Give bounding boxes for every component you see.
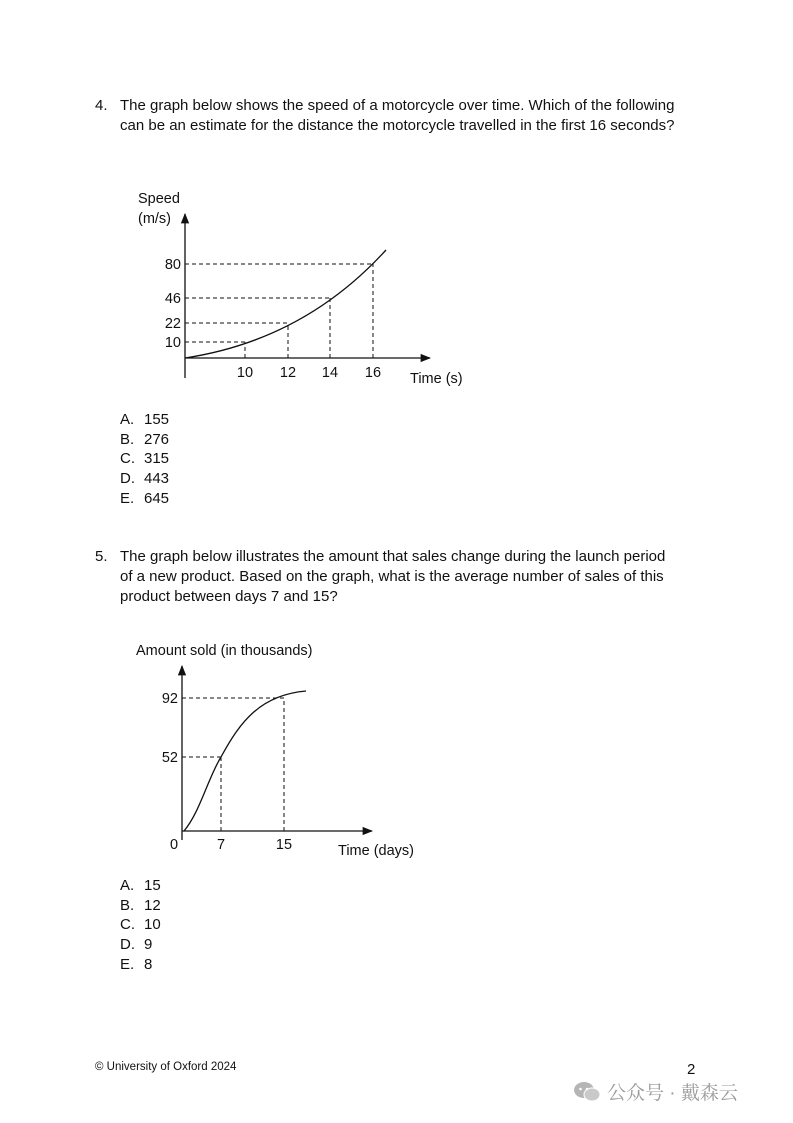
option-e[interactable] xyxy=(120,955,161,975)
speed-chart-xlabel: Time (s) xyxy=(410,371,463,387)
question-5-line-1: The graph below illustrates the amount that sales change during the launch period xyxy=(120,548,666,565)
question-4-line-2: can be an estimate for the distance the motorcycle travelled in the first 16 seconds? xyxy=(120,117,675,134)
option-value: 15 xyxy=(144,877,161,894)
option-label: C. xyxy=(120,916,135,934)
y-tick-80: 80 xyxy=(164,257,181,273)
y-tick-22: 22 xyxy=(164,316,181,332)
sales-guides xyxy=(182,698,284,831)
sales-curve xyxy=(184,691,306,831)
x-tick-15: 15 xyxy=(275,837,293,853)
option-value: 8 xyxy=(144,955,153,973)
copyright-footer: © University of Oxford 2024 xyxy=(95,1061,237,1073)
y-tick-46: 46 xyxy=(164,291,181,307)
option-label: D. xyxy=(120,470,135,488)
option-label: D. xyxy=(120,936,135,954)
x-tick-12: 12 xyxy=(279,365,297,381)
y-tick-52: 52 xyxy=(161,750,178,766)
option-label: A. xyxy=(120,411,135,428)
speed-chart-ylabel-line1: Speed xyxy=(138,191,180,207)
question-4-number: 4. xyxy=(95,97,108,114)
question-5-line-3: product between days 7 and 15? xyxy=(120,588,338,605)
y-tick-10: 10 xyxy=(164,335,181,351)
option-value: 9 xyxy=(144,936,153,954)
watermark-text: 公众号 · 戴森云 xyxy=(607,1083,738,1104)
option-value: 443 xyxy=(144,470,170,488)
sales-chart-xlabel: Time (days) xyxy=(338,843,414,859)
sales-chart-ylabel: Amount sold (in thousands) xyxy=(136,643,313,659)
option-label: A. xyxy=(120,877,135,894)
option-label: E. xyxy=(120,955,135,973)
wechat-icon xyxy=(573,1081,601,1103)
x-tick-10: 10 xyxy=(236,365,254,381)
option-value: 155 xyxy=(144,411,170,428)
option-label: B. xyxy=(120,896,135,914)
option-value: 10 xyxy=(144,916,161,934)
question-5-options xyxy=(120,876,161,975)
option-c[interactable] xyxy=(120,915,161,935)
question-5-number: 5. xyxy=(95,548,108,565)
question-4-line-1: The graph below shows the speed of a motorcycle over time. Which of the following xyxy=(120,97,675,114)
option-value: 276 xyxy=(144,430,170,448)
option-label: B. xyxy=(120,430,135,448)
question-5-line-2: of a new product. Based on the graph, what is the average number of sales of this xyxy=(120,568,664,585)
option-value: 12 xyxy=(144,896,161,914)
y-tick-92: 92 xyxy=(161,691,178,707)
x-tick-7: 7 xyxy=(216,837,226,853)
option-value: 645 xyxy=(144,489,170,507)
sales-origin-label: 0 xyxy=(170,837,179,853)
option-a[interactable] xyxy=(120,876,161,896)
wechat-watermark xyxy=(573,1078,738,1105)
page-number: 2 xyxy=(687,1061,696,1078)
option-label: E. xyxy=(120,489,135,507)
option-label: C. xyxy=(120,450,135,468)
option-b[interactable] xyxy=(120,896,161,916)
speed-chart-ylabel-line2: (m/s) xyxy=(138,211,172,227)
option-value: 315 xyxy=(144,450,170,468)
x-tick-14: 14 xyxy=(321,365,339,381)
option-d[interactable] xyxy=(120,935,161,955)
x-tick-16: 16 xyxy=(364,365,382,381)
